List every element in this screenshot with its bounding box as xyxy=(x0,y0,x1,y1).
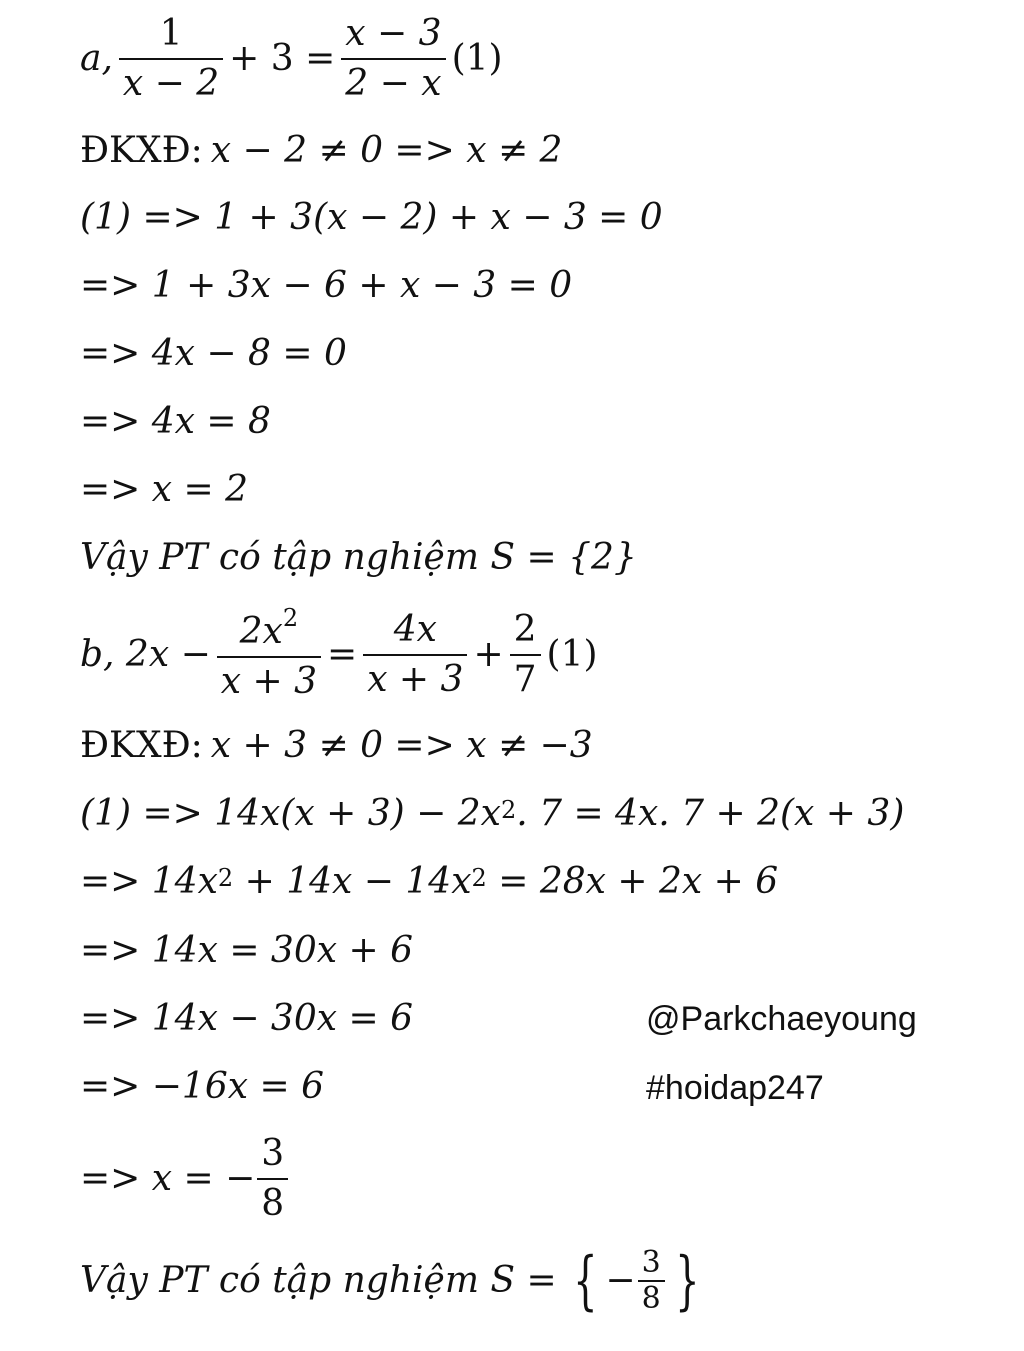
fraction-denominator: 8 xyxy=(641,1281,661,1316)
solution-set: { − $\frac{3}{8}$ } xyxy=(572,1244,700,1318)
result-fraction xyxy=(257,1133,288,1224)
part-a-label: a, xyxy=(80,38,113,79)
fraction-denominator: 8 xyxy=(261,1183,285,1224)
fraction-denominator: x + 3 xyxy=(220,661,318,702)
fraction-denominator: 7 xyxy=(513,659,537,700)
fraction-numerator: x − 3 xyxy=(345,13,442,54)
fraction-denominator: x − 2 xyxy=(122,63,220,104)
author-watermark: @Parkchaeyoung xyxy=(646,1000,917,1038)
part-a-fraction-2 xyxy=(341,13,445,104)
dkxd-expression: x + 3 ≠ 0 => x ≠ −3 xyxy=(210,725,593,766)
part-b-label: b, 2x − xyxy=(80,634,211,675)
part-a-fraction-1 xyxy=(119,13,223,104)
part-b-step-4: => 14x − 30x = 6 xyxy=(80,998,413,1039)
part-b-fraction-1 xyxy=(217,604,321,702)
hashtag-watermark: #hoidap247 xyxy=(646,1069,824,1107)
part-b-equation xyxy=(80,604,598,702)
fraction-denominator: x + 3 xyxy=(367,659,464,700)
part-b-fraction-2 xyxy=(363,609,467,700)
plus-three: + 3 = xyxy=(229,38,336,79)
dkxd-label: ĐKXĐ: xyxy=(80,130,203,171)
fraction-numerator: 2 xyxy=(513,609,537,650)
part-a-condition xyxy=(80,130,563,171)
part-b-step-6: => x = − $\frac{3}{8}$ xyxy=(80,1136,294,1222)
solution-fraction xyxy=(638,1245,665,1316)
dkxd-label: ĐKXĐ: xyxy=(80,725,203,766)
part-a-step-5: => x = 2 xyxy=(80,469,249,510)
part-a-step-3: => 4x − 8 = 0 xyxy=(80,333,347,374)
part-b-step-2: => 14x $^2$ + 14x − 14x $^2$ = 28x + 2x + 6 xyxy=(80,861,779,902)
fraction-numerator: 1 xyxy=(159,13,183,54)
part-a-step-1: (1) => 1 + 3(x − 2) + x − 3 = 0 xyxy=(80,197,663,238)
part-b-conclusion: Vậy PT có tập nghiệm S = { − $\frac{3}{8}$ } xyxy=(80,1248,707,1314)
dkxd-expression: x − 2 ≠ 0 => x ≠ 2 xyxy=(210,130,563,171)
equals-sign: = xyxy=(327,634,358,675)
part-b-fraction-3 xyxy=(510,609,541,700)
fraction-numerator: 3 xyxy=(641,1245,661,1280)
fraction-numerator: $2x^2$ xyxy=(239,604,299,652)
part-a-step-4: => 4x = 8 xyxy=(80,401,271,442)
equation-tag: (1) xyxy=(546,634,598,675)
part-b-step-1: (1) => 14x(x + 3) − 2x $^2$ . 7 = 4x. 7 + 2(x + 3) xyxy=(80,793,905,834)
fraction-numerator: 4x xyxy=(393,609,437,650)
equation-tag: (1) xyxy=(451,38,503,79)
plus-sign: + xyxy=(473,634,504,675)
part-b-step-5: => −16x = 6 xyxy=(80,1066,325,1107)
part-b-condition xyxy=(80,725,593,766)
part-a-conclusion: Vậy PT có tập nghiệm S = {2} xyxy=(80,537,637,578)
fraction-numerator: 3 xyxy=(261,1133,285,1174)
part-a-equation xyxy=(80,13,503,104)
fraction-denominator: 2 − x xyxy=(345,63,442,104)
part-a-step-2: => 1 + 3x − 6 + x − 3 = 0 xyxy=(80,265,573,306)
part-b-step-3: => 14x = 30x + 6 xyxy=(80,930,413,971)
